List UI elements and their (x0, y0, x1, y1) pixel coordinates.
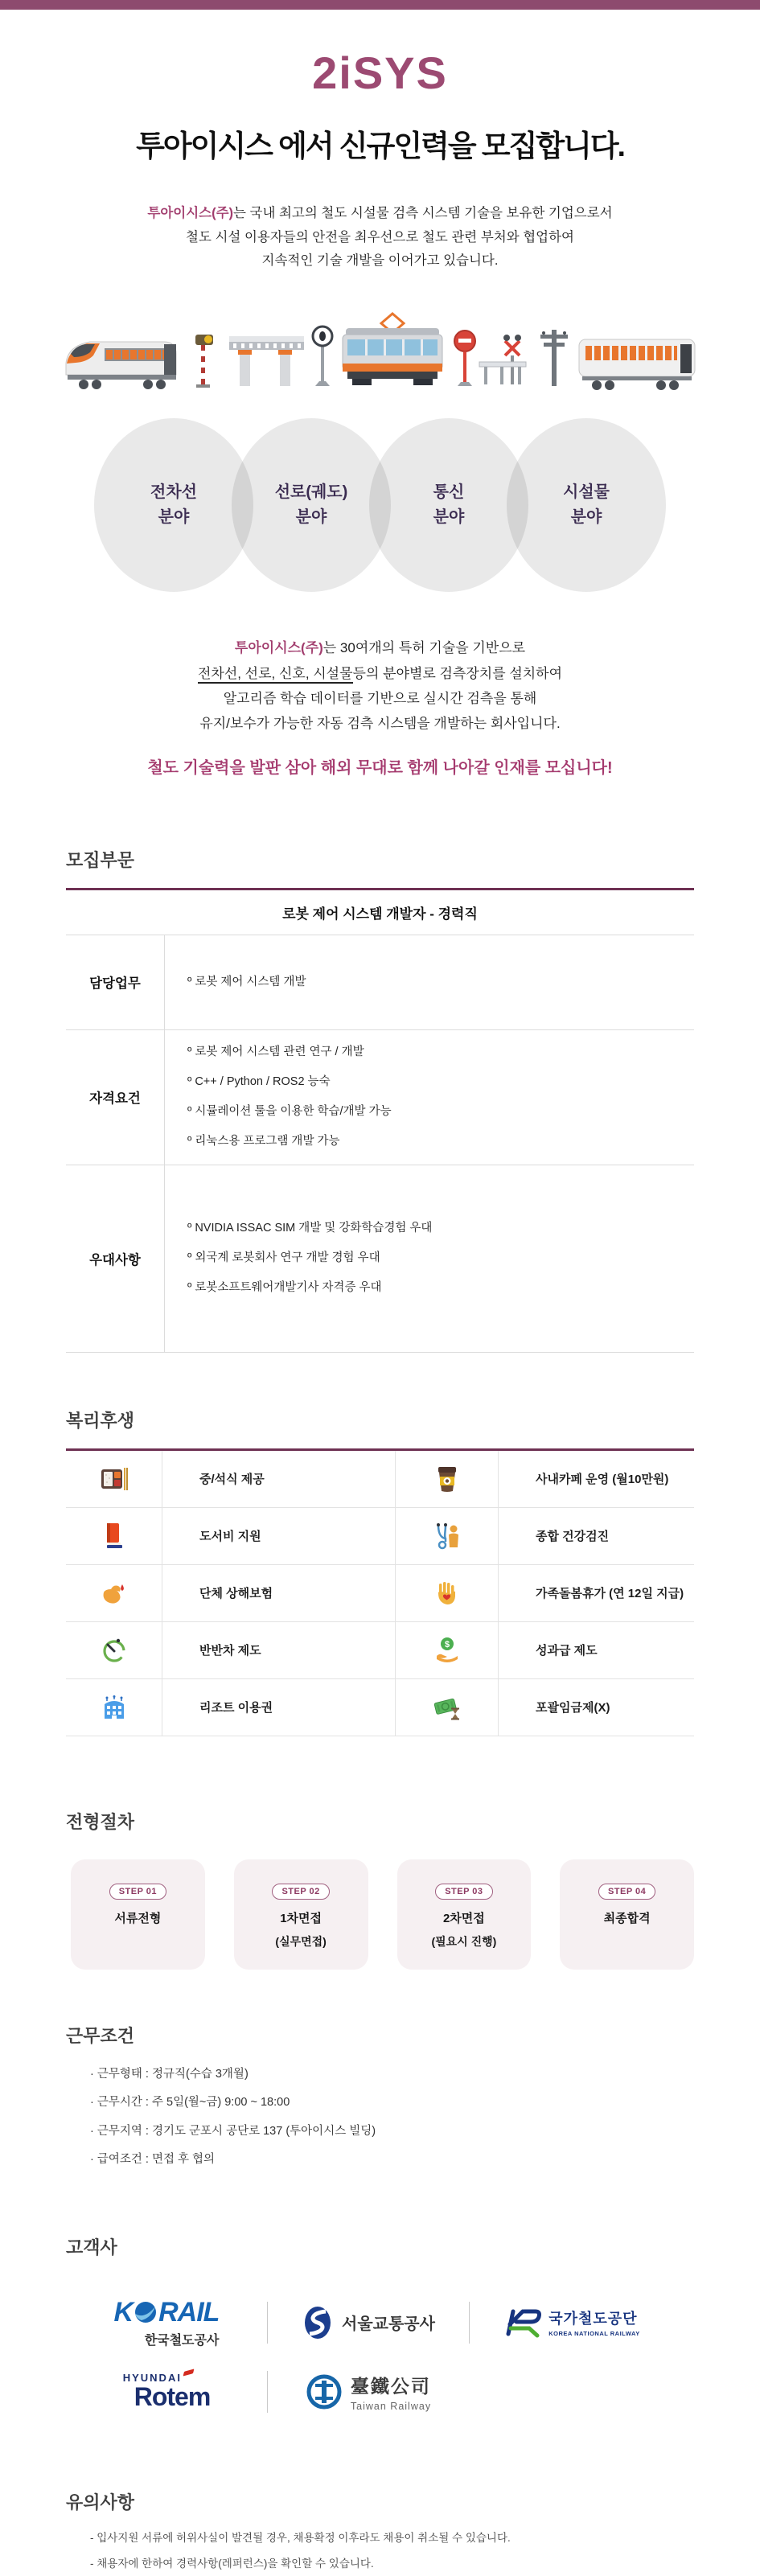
rotem-name: Rotem (134, 2381, 211, 2411)
field-name: 시설물 (563, 483, 610, 502)
seoul-metro-name: 서울교통공사 (342, 2315, 435, 2334)
benefits-section (66, 1407, 694, 1736)
korail-globe-icon (134, 2300, 158, 2324)
row-label: 담당업무 (89, 976, 141, 992)
row-content (164, 1030, 694, 1165)
condition-item: · 근무형태 : 정규직(수습 3개월) (90, 2067, 249, 2081)
intro-line3: 지속적인 기술 개발을 이어가고 있습니다. (261, 253, 499, 269)
step-title: 최종합격 (603, 1911, 651, 1925)
process-section (66, 1809, 694, 1970)
benefit-label: 성과급 제도 (499, 1622, 694, 1679)
field-suffix: 분야 (295, 508, 327, 527)
rotem-red-accent-icon (183, 2369, 195, 2376)
notes-heading: 유의사항 (66, 2492, 135, 2512)
knr-name: 국가철도공단 (548, 2311, 638, 2327)
client-logos (66, 2288, 694, 2426)
insurance-icon (66, 1565, 162, 1622)
svg-text:$: $ (444, 1639, 450, 1650)
train-icon (66, 342, 176, 389)
field-circle-track (232, 418, 391, 592)
intro-paragraph (0, 202, 760, 273)
position-title: 로봇 제어 시스템 개발자 - 경력직 (66, 890, 694, 935)
table-row (66, 1030, 694, 1165)
client-row (66, 2288, 694, 2357)
benefit-label: 포괄임금제(X) (499, 1679, 694, 1736)
book-icon (66, 1508, 162, 1565)
benefit-label: 가족돌봄휴가 (연 12일 지급) (499, 1565, 694, 1622)
bridge-icon (229, 336, 304, 386)
benefit-label: 단체 상해보험 (162, 1565, 396, 1622)
intro-line1: 는 국내 최고의 철도 시설물 검측 시스템 기술을 보유한 기업으로서 (233, 206, 613, 220)
step-badge: STEP 01 (109, 1884, 166, 1900)
brand-name: 투아이시스(주) (234, 640, 323, 656)
railway-illustration (63, 304, 698, 409)
clients-heading: 고객사 (66, 2237, 117, 2258)
benefits-heading: 복리후생 (66, 1410, 135, 1431)
field-name: 통신 (433, 483, 465, 502)
process-steps (66, 1859, 694, 1970)
intro-line2: 철도 시설 이용자들의 안전을 최우선으로 철도 관련 부처와 협업하여 (186, 229, 574, 244)
condition-item: · 급여조건 : 면접 후 협의 (90, 2153, 216, 2167)
notes-section (66, 2489, 694, 2576)
company-logo: 2iSYS (312, 47, 448, 98)
qualification-item: º 로봇 제어 시스템 관련 연구 / 개발 (187, 1046, 364, 1059)
signal-icon (195, 335, 213, 388)
brand-name: 투아이시스(주) (147, 206, 233, 220)
korail-logo (66, 2288, 267, 2357)
row-label: 자격요건 (89, 1091, 141, 1107)
clients-section (66, 2234, 694, 2426)
step-sub: (필요시 진행) (431, 1934, 497, 1948)
field-circle-communication (369, 418, 528, 592)
field-circle-facilities (507, 418, 666, 592)
knr-mark-icon (500, 2307, 542, 2339)
korail-korean-name: 한국철도공사 (144, 2333, 220, 2348)
recruit-table (66, 888, 694, 1353)
seoul-metro-logo (268, 2288, 469, 2357)
client-row (66, 2357, 694, 2426)
benefit-label: 리조트 이용권 (162, 1679, 396, 1736)
seoul-metro-mark-icon (302, 2305, 334, 2340)
row-content (164, 935, 694, 1029)
step-title: 1차면접 (280, 1911, 322, 1925)
about-line1: 는 30여개의 특허 기술을 기반으로 (322, 640, 526, 656)
step-title: 서류전형 (114, 1911, 162, 1925)
field-circle-catenary (94, 418, 253, 592)
process-heading: 전형절차 (66, 1811, 135, 1832)
about-line2-underlined: 전차선, 선로, 신호, 시설물 (198, 666, 353, 684)
train-car-icon (579, 339, 695, 390)
salary-icon (396, 1679, 499, 1736)
step-badge: STEP 02 (272, 1884, 329, 1900)
step-sub: (실무면접) (275, 1934, 327, 1948)
conditions-list (66, 2060, 694, 2175)
about-line3: 알고리즘 학습 데이터를 기반으로 실시간 검측을 통해 (223, 690, 537, 706)
hyundai-rotem-logo (66, 2357, 267, 2426)
benefit-label: 반반차 제도 (162, 1622, 396, 1679)
row-content (164, 1165, 694, 1352)
field-suffix: 분야 (570, 508, 602, 527)
health-icon (396, 1508, 499, 1565)
table-row (66, 935, 694, 1030)
benefits-table (66, 1448, 694, 1736)
qualification-item: º 리눅스용 프로그램 개발 가능 (187, 1135, 340, 1148)
notes-list (66, 2525, 694, 2576)
about-line4: 유지/보수가 가능한 자동 검측 시스템을 개발하는 회사입니다. (199, 716, 561, 732)
taiwan-railway-emblem-icon (306, 2373, 343, 2410)
stop-sign-icon (454, 331, 475, 386)
qualification-item: º C++ / Python / ROS2 능숙 (187, 1075, 331, 1089)
step-badge: STEP 03 (435, 1884, 492, 1900)
korail-word-start: K (113, 2296, 134, 2327)
recruit-heading: 모집부문 (66, 849, 135, 870)
benefit-label: 중/석식 제공 (162, 1451, 396, 1508)
row-label: 우대사항 (89, 1252, 141, 1267)
conditions-heading: 근무조건 (66, 2025, 135, 2046)
rotem-brand: HYUNDAI (123, 2372, 182, 2384)
recruiting-slogan: 철도 기술력을 발판 삼아 해외 무대로 함께 나아갈 인재를 모십니다! (147, 758, 613, 777)
utility-pole-icon (540, 330, 568, 386)
knr-english-name: KOREA NATIONAL RAILWAY (548, 2330, 640, 2338)
about-paragraph (0, 635, 760, 737)
note-item: - 입사지원 서류에 허위사실이 발견될 경우, 채용확정 이후라도 채용이 취소될 수 있습니다. (90, 2531, 511, 2544)
step-badge: STEP 04 (598, 1884, 655, 1900)
page-title: 투아이시스 에서 신규인력을 모집합니다. (136, 129, 624, 162)
knr-logo (470, 2288, 671, 2357)
half-day-icon (66, 1622, 162, 1679)
field-suffix: 분야 (433, 508, 465, 527)
empty-cell (469, 2357, 670, 2426)
tram-icon (343, 314, 442, 385)
qualification-item: º 시뮬레이션 툴을 이용한 학습/개발 가능 (187, 1105, 392, 1119)
preference-item: º 로봇소프트웨어개발기사 자격증 우대 (187, 1281, 382, 1295)
taiwan-railway-name: 臺鐵公司 (350, 2375, 431, 2397)
preference-item: º 외국계 로봇회사 연구 개발 경험 우대 (187, 1251, 380, 1265)
resort-icon (66, 1679, 162, 1736)
meal-icon (66, 1451, 162, 1508)
field-suffix: 분야 (158, 508, 190, 527)
step-card-1 (71, 1859, 205, 1970)
about-line2: 등의 분야별로 검측장치를 설치하여 (352, 665, 563, 681)
condition-item: · 근무지역 : 경기도 군포시 공단로 137 (투아이시스 빌딩) (90, 2124, 376, 2138)
benefit-label: 사내카페 운영 (월10만원) (499, 1451, 694, 1508)
korail-word-end: RAIL (158, 2296, 220, 2327)
step-card-2 (234, 1859, 368, 1970)
business-fields (0, 418, 760, 592)
cafe-icon (396, 1451, 499, 1508)
preference-item: º NVIDIA ISSAC SIM 개발 및 강화학습경험 우대 (187, 1222, 433, 1235)
condition-item: · 근무시간 : 주 5일(월~금) 9:00 ~ 18:00 (90, 2096, 290, 2110)
round-sign-icon (313, 327, 332, 386)
duty-item: º 로봇 제어 시스템 개발 (187, 975, 306, 988)
benefit-label: 종합 건강검진 (499, 1508, 694, 1565)
crossing-icon (479, 335, 526, 384)
family-care-icon (396, 1565, 499, 1622)
field-name: 전차선 (150, 483, 197, 502)
conditions-section (66, 2023, 694, 2175)
benefit-label: 도서비 지원 (162, 1508, 396, 1565)
taiwan-railway-english-name: Taiwan Railway (350, 2400, 432, 2412)
top-accent-bar (0, 0, 760, 10)
field-name: 선로(궤도) (274, 483, 348, 502)
note-item: - 채용자에 한하여 경력사항(레퍼런스)을 확인할 수 있습니다. (90, 2557, 374, 2570)
recruit-section (66, 847, 694, 1353)
step-card-3 (397, 1859, 532, 1970)
step-card-4 (560, 1859, 694, 1970)
table-row (66, 1165, 694, 1353)
bonus-icon (396, 1622, 499, 1679)
step-title: 2차면접 (442, 1911, 485, 1925)
taiwan-railway-logo (268, 2357, 469, 2426)
